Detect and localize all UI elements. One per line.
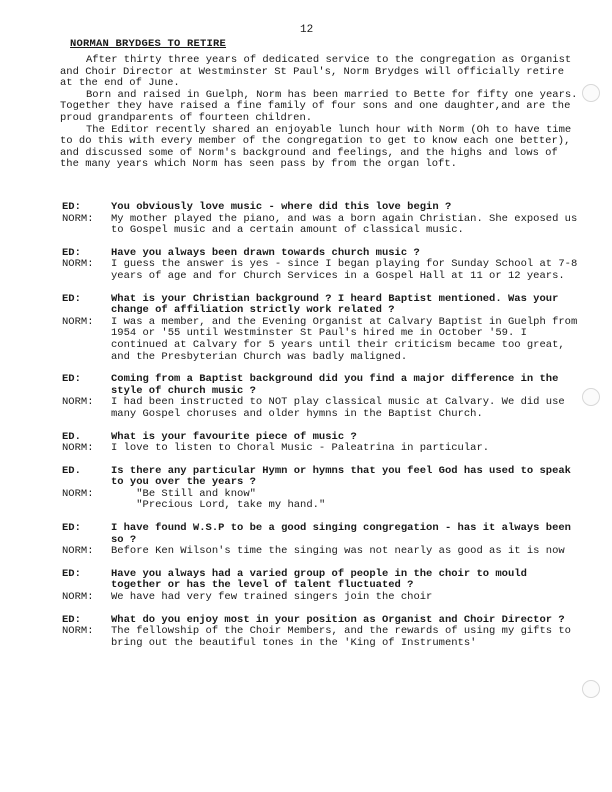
question-text: Have you always been drawn towards church music ? [111,246,420,259]
speaker-label: NORM: [62,396,94,409]
qa-block [62,202,582,237]
speaker-label: ED: [62,373,81,386]
speaker-label: ED: [62,201,81,213]
answer-text: I love to listen to Choral Music - Paleatrina in particular. [111,442,490,455]
answer-row [62,397,582,420]
answer-row [62,592,582,604]
answer-text: I had been instructed to NOT play classical music at Calvary. We did use many Gospel choruses and older hymns in the Baptist Church. [111,396,571,420]
answer-text: The fellowship of the Choir Members, and the rewards of using my gifts to bring out the beautiful tones in the 'King of Instruments' [111,625,578,649]
speaker-label: ED: [62,522,81,535]
answer-text: We have had very few trained singers join the choir [111,591,433,604]
intro-paragraph: Born and raised in Guelph, Norm has been married to Bette for fifty one years. Together they have raised a fine family of four sons and one daughter,and are the proud grandparents of fourteen children. [60,88,578,124]
question-text: Is there any particular Hymn or hymns that you feel God has used to speak to you over the years ? [111,464,571,489]
question-text: I have found W.S.P to be a good singing congregation - has it always been so ? [111,522,571,546]
answer-row [62,259,582,282]
intro-section [60,55,580,171]
question-text: What is your favourite piece of music ? [111,430,357,443]
speaker-label: NORM: [62,212,94,225]
qa-block [62,374,582,420]
qa-block [62,523,582,558]
speaker-label: ED. [62,464,81,477]
qa-block [62,248,582,283]
qa-block [62,569,582,604]
speaker-label: NORM: [62,442,94,455]
qa-block [62,466,582,512]
speaker-label: NORM: [62,625,94,638]
answer-row [62,626,582,649]
question-row [62,202,582,214]
speaker-label: NORM: [62,315,94,328]
question-row [62,374,582,397]
answer-text: "Precious Lord, take my hand." [111,499,326,512]
page-number: 12 [300,24,314,36]
speaker-label: NORM: [62,258,94,271]
question-text: You obviously love music - where did this love begin ? [111,201,452,213]
answer-text: "Be Still and know" [111,487,256,500]
binder-hole [582,84,600,102]
intro-paragraph: The Editor recently shared an enjoyable lunch hour with Norm (Oh to have time to do this with every member of the congregation to get to know each one better), and discussed some of Norm's background and feelings, and the highs and lows of the many years which Norm has seen pass by from the organ loft. [60,123,572,171]
interview-dialog [62,202,582,660]
speaker-label [62,500,111,512]
answer-row [62,443,582,455]
answer-row [62,546,582,558]
speaker-label: ED: [62,292,81,305]
qa-block [62,615,582,650]
question-text: What is your Christian background ? I heard Baptist mentioned. Was your change of affiliation strictly work related ? [111,292,559,317]
answer-text: My mother played the piano, and was a born again Christian. She exposed us to Gospel music and a certain amount of classical music. [111,212,584,237]
question-row [62,523,582,546]
speaker-label: NORM: [62,487,94,500]
answer-text: I guess the answer is yes - since I began playing for Sunday School at 7-8 years of age and for Church Services in a Gospel Hall at 11 or 12 years. [111,258,584,282]
answer-row [62,317,582,363]
question-text: What do you enjoy most in your position as Organist and Choir Director ? [111,613,565,626]
answer-text: Before Ken Wilson's time the singing was not nearly as good as it is now [111,545,565,558]
speaker-label: ED: [62,613,81,626]
speaker-label: NORM: [62,545,94,558]
article-title: NORMAN BRYDGES TO RETIRE [70,38,227,50]
answer-text: I was a member, and the Evening Organist at Calvary Baptist in Guelph from 1954 or '55 until Westminster St Paul's hired me in October '59. I continued at Calvary for 5 years until their criticism became too great, and the Presbyterian Church was badly maligned. [111,315,584,363]
qa-block [62,432,582,455]
question-row [62,569,582,592]
intro-paragraph: After thirty three years of dedicated service to the congregation as Organist and Choir Director at Westminster St Paul's, Norm Brydges will officially retire at the end of June. [60,54,572,90]
binder-hole [582,388,600,406]
question-text: Coming from a Baptist background did you find a major difference in the style of church music ? [111,373,559,397]
question-row [62,466,582,489]
speaker-label: ED: [62,567,81,580]
speaker-label: ED: [62,246,81,259]
answer-row [62,214,582,237]
question-row [62,294,582,317]
qa-block [62,294,582,364]
speaker-label: ED. [62,430,81,443]
answer-row [62,500,582,512]
speaker-label: NORM: [62,591,94,604]
question-text: Have you always had a varied group of people in the choir to mould together or has the level of talent fluctuated ? [111,567,527,592]
binder-hole [582,680,600,698]
